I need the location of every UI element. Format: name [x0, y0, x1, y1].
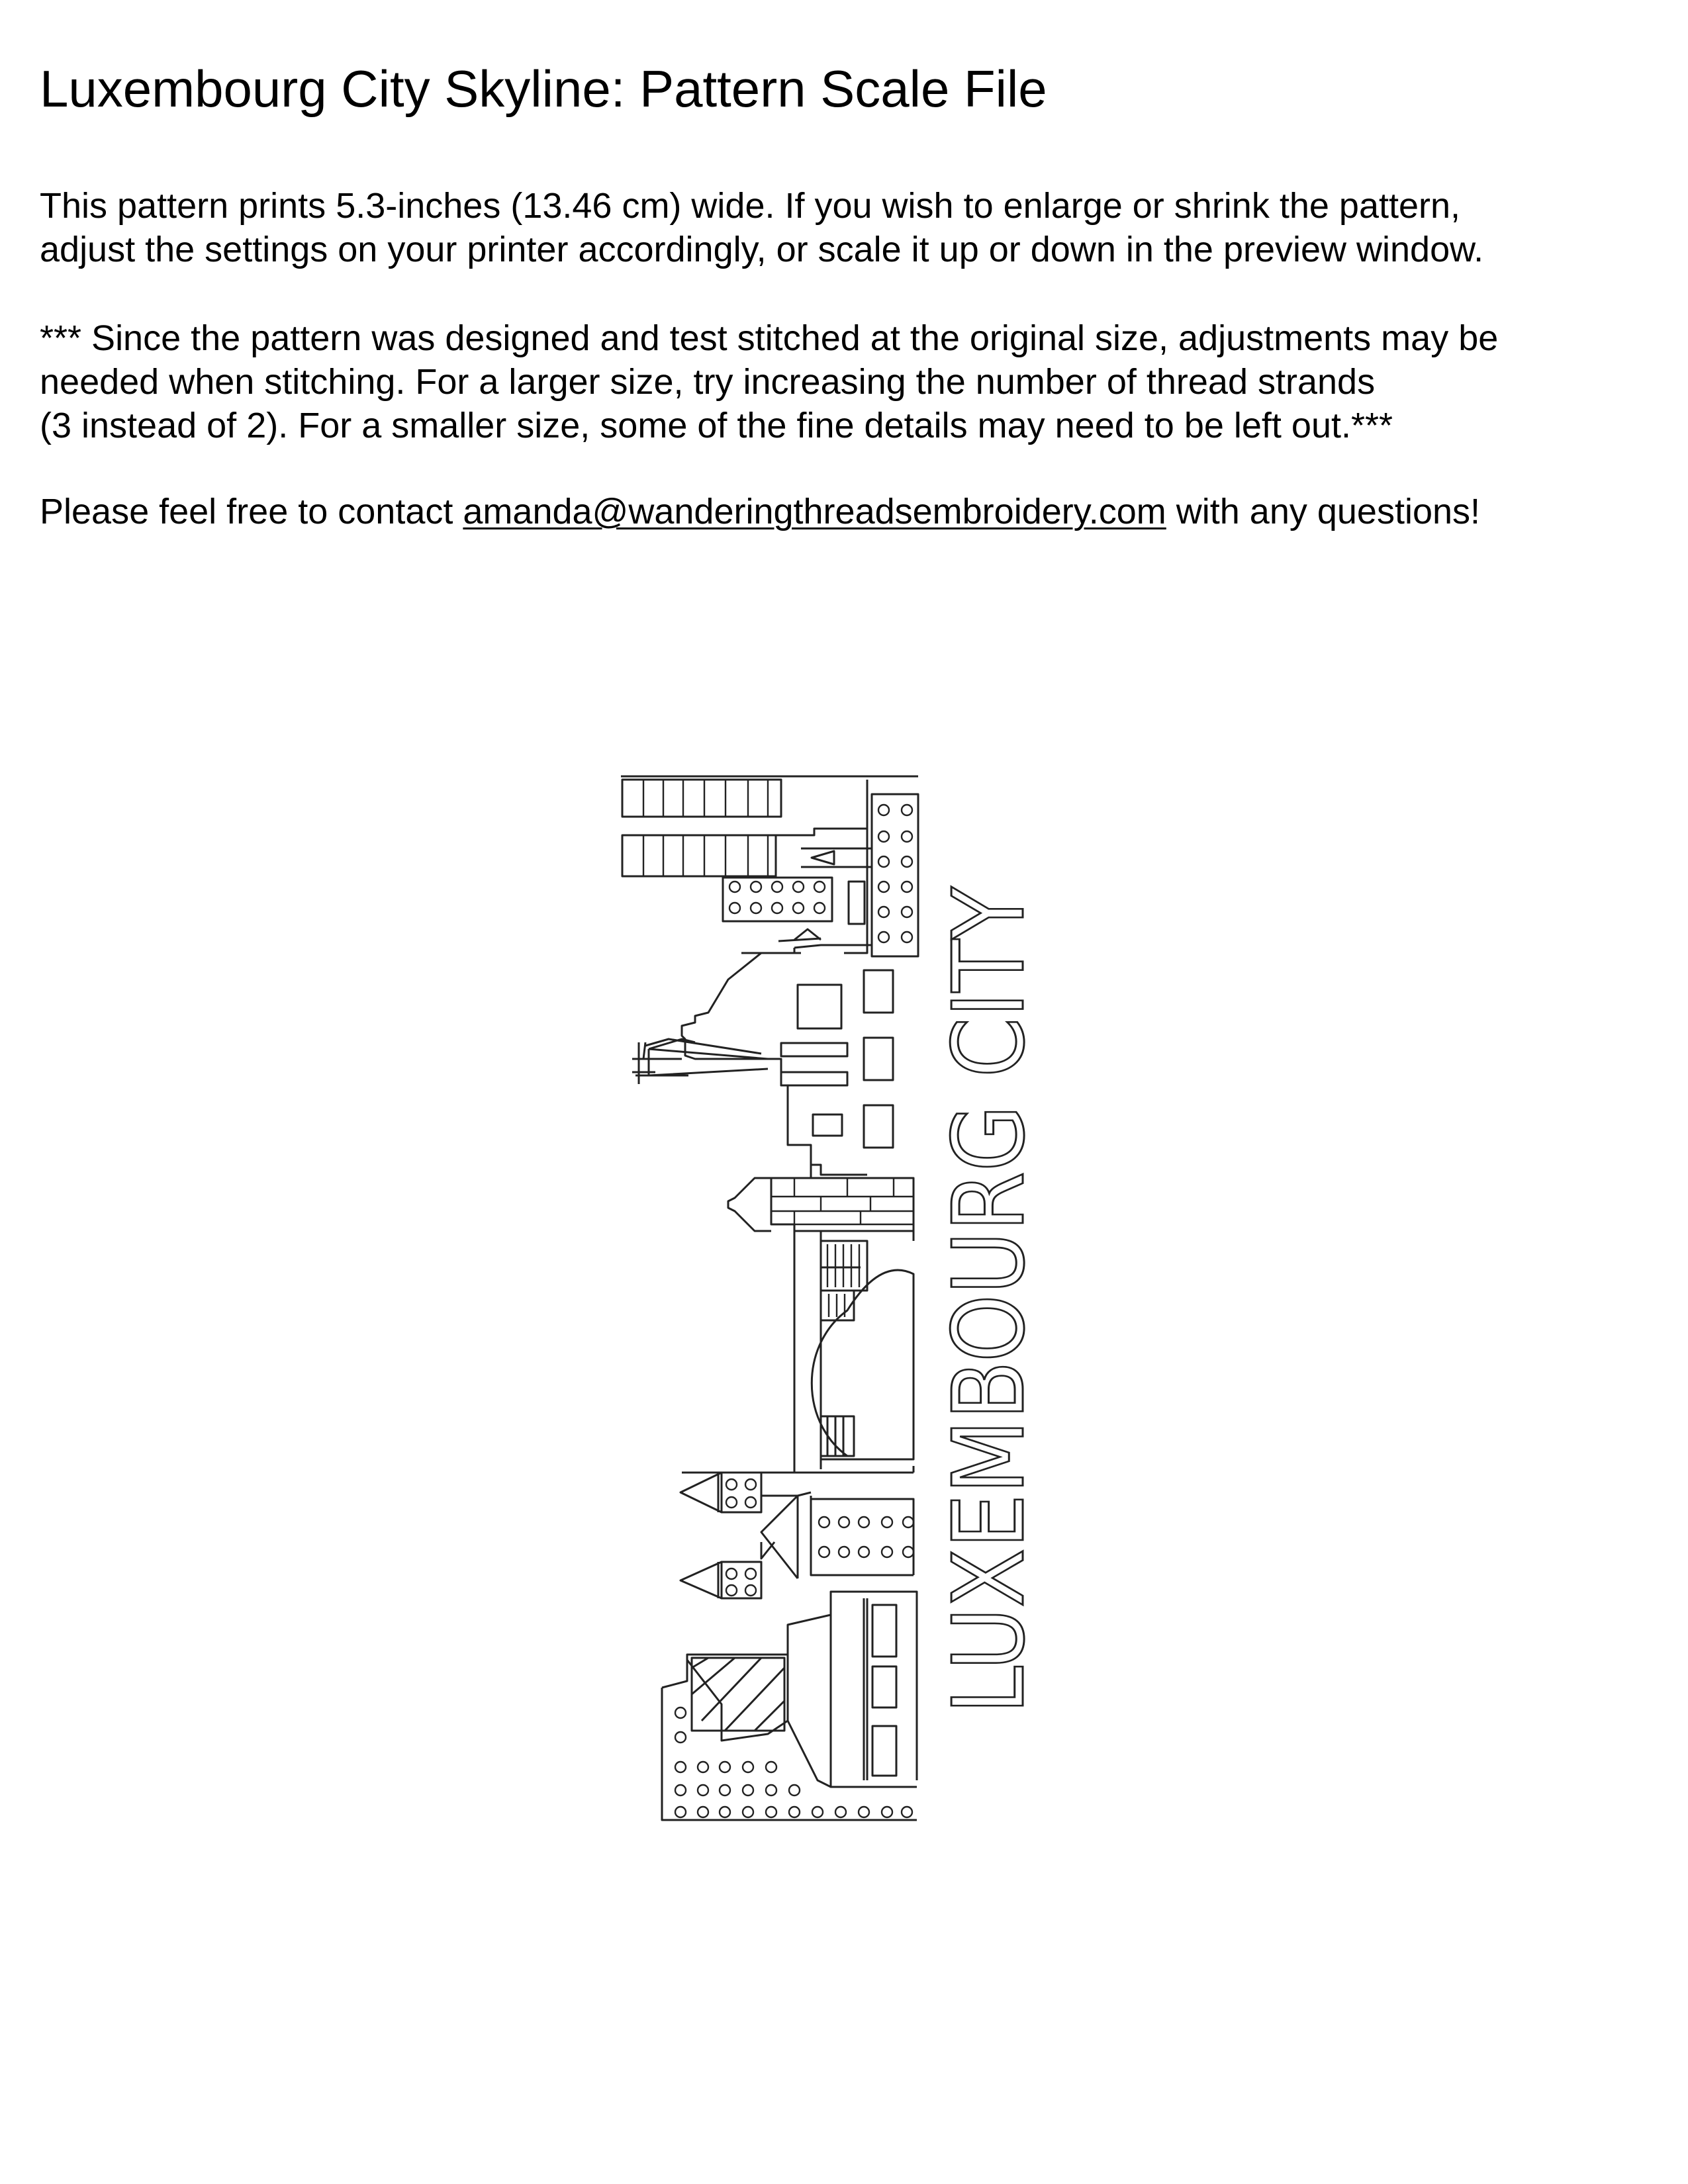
- contact-suffix: with any questions!: [1166, 492, 1481, 531]
- brick-gatehouse-group: [728, 1178, 914, 1231]
- window-dot: [720, 1807, 730, 1817]
- window-dot: [839, 1517, 849, 1527]
- window-dot: [793, 903, 804, 913]
- window-dot: [698, 1762, 708, 1772]
- window-dot: [902, 831, 912, 842]
- contact-prefix: Please feel free to contact: [40, 492, 463, 531]
- bridge-arch-group: [794, 1231, 914, 1473]
- window-dot: [772, 903, 782, 913]
- luxembourg-city-lettering: LUXEMBOURG CITY: [932, 772, 1046, 1714]
- window-dot: [835, 1807, 846, 1817]
- upper-building-group: [621, 776, 918, 956]
- base-window-dots: [675, 1707, 912, 1817]
- window-dot: [745, 1497, 756, 1508]
- window-dot: [698, 1807, 708, 1817]
- note-line-1: *** Since the pattern was designed and test stitched at the original size, adjustments may be: [40, 318, 1499, 358]
- window-dot: [819, 1547, 829, 1557]
- middle-window-dots: [819, 1517, 914, 1557]
- window-dot: [698, 1785, 708, 1796]
- window-dot: [743, 1762, 753, 1772]
- window-dot: [726, 1585, 737, 1596]
- window-dot: [726, 1479, 737, 1490]
- window-dot: [745, 1585, 756, 1596]
- window-dot: [766, 1785, 776, 1796]
- window-dot: [743, 1807, 753, 1817]
- intro-line-1: This pattern prints 5.3-inches (13.46 cm) wide. If you wish to enlarge or shrink the pattern,: [40, 186, 1461, 226]
- spires-and-mid-building-group: [632, 953, 893, 1178]
- window-dot: [859, 1517, 869, 1527]
- window-dot: [751, 882, 761, 892]
- window-dot: [772, 882, 782, 892]
- upper-window-dots: [729, 882, 825, 913]
- note-line-2: needed when stitching. For a larger size, try increasing the number of thread strands: [40, 362, 1376, 402]
- window-dot: [878, 932, 889, 942]
- window-dot: [789, 1807, 800, 1817]
- window-dot: [902, 805, 912, 815]
- window-dot: [675, 1732, 686, 1743]
- window-dot: [720, 1762, 730, 1772]
- window-dot: [745, 1569, 756, 1579]
- intro-line-2: adjust the settings on your printer accordingly, or scale it up or down in the preview window.: [40, 230, 1484, 269]
- window-dot: [903, 1517, 914, 1527]
- window-dot: [878, 805, 889, 815]
- window-dot: [814, 882, 825, 892]
- page-title: Luxembourg City Skyline: Pattern Scale File: [40, 60, 1047, 118]
- lower-towers-group: [680, 1473, 914, 1598]
- window-dot: [751, 903, 761, 913]
- window-dot: [902, 856, 912, 867]
- window-dot: [902, 882, 912, 892]
- window-dot: [878, 907, 889, 917]
- window-dot: [675, 1807, 686, 1817]
- email-link[interactable]: amanda@wanderingthreadsembroidery.com: [463, 492, 1166, 531]
- window-dot: [903, 1547, 914, 1557]
- window-dot: [878, 882, 889, 892]
- window-dot: [675, 1762, 686, 1772]
- window-dot: [720, 1785, 730, 1796]
- window-dot: [729, 882, 740, 892]
- window-dot: [902, 907, 912, 917]
- tower-box-window-dots: [726, 1479, 756, 1596]
- window-dot: [675, 1785, 686, 1796]
- window-dot: [882, 1547, 892, 1557]
- window-dot: [726, 1569, 737, 1579]
- window-dot: [766, 1807, 776, 1817]
- window-dot: [882, 1517, 892, 1527]
- note-line-3: (3 instead of 2). For a smaller size, some of the fine details may need to be left out.***: [40, 406, 1393, 445]
- window-dot: [878, 831, 889, 842]
- window-dot: [743, 1785, 753, 1796]
- tower-window-dots: [878, 805, 912, 942]
- window-dot: [859, 1547, 869, 1557]
- window-dot: [902, 932, 912, 942]
- window-dot: [902, 1807, 912, 1817]
- window-dot: [839, 1547, 849, 1557]
- window-dot: [726, 1497, 737, 1508]
- window-dot: [819, 1517, 829, 1527]
- window-dot: [793, 882, 804, 892]
- window-dot: [789, 1785, 800, 1796]
- window-dot: [812, 1807, 823, 1817]
- window-dot: [814, 903, 825, 913]
- window-dot: [675, 1707, 686, 1718]
- window-dot: [878, 856, 889, 867]
- window-dot: [745, 1479, 756, 1490]
- window-dot: [729, 903, 740, 913]
- window-dot: [859, 1807, 869, 1817]
- window-dot: [882, 1807, 892, 1817]
- window-dot: [766, 1762, 776, 1772]
